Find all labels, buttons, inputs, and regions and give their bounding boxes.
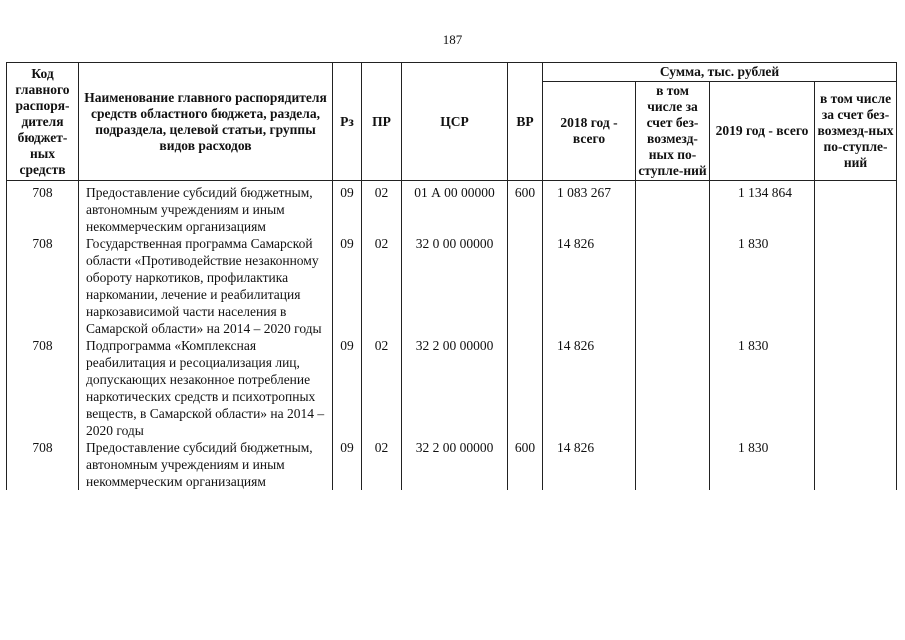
cell-2019-gratuitous — [815, 181, 897, 236]
header-sum-group: Сумма, тыс. рублей — [543, 63, 897, 82]
cell-name: Предоставление субсидий бюджетным, автономным учреждениям и иным некоммерческим организациям — [79, 181, 333, 236]
header-vr: ВР — [508, 63, 543, 181]
table-row — [7, 439, 897, 490]
cell-csr: 32 2 00 00000 — [402, 337, 508, 439]
cell-name: Предоставление субсидий бюджетным, автономным учреждениям и иным некоммерческим организациям — [79, 439, 333, 490]
cell-2019-total: 1 830 — [710, 337, 815, 439]
cell-rz: 09 — [333, 235, 362, 337]
cell-2018-total: 14 826 — [543, 235, 636, 337]
cell-name: Государственная программа Самарской области «Противодействие незаконному обороту наркотиков, профилактика наркомании, лечение и реабилитация наркозависимой части населения в Самарской области» на 2014 – 2020 годы — [79, 235, 333, 337]
cell-code: 708 — [7, 439, 79, 490]
cell-vr: 600 — [508, 439, 543, 490]
cell-name: Подпрограмма «Комплексная реабилитация и ресоциализация лиц, допускающих незаконное потребление наркотических средств и психотропных веществ, в Самарской области» на 2014 – 2020 годы — [79, 337, 333, 439]
header-2018-total: 2018 год - всего — [543, 82, 636, 181]
cell-pr: 02 — [362, 337, 402, 439]
cell-code: 708 — [7, 337, 79, 439]
cell-2019-gratuitous — [815, 235, 897, 337]
header-2019-gratuitous: в том числе за счет без-возмезд-ных по-ступле-ний — [815, 82, 897, 181]
cell-code: 708 — [7, 181, 79, 236]
cell-2019-total: 1 830 — [710, 439, 815, 490]
cell-csr: 01 А 00 00000 — [402, 181, 508, 236]
cell-2019-gratuitous — [815, 337, 897, 439]
cell-2019-total: 1 134 864 — [710, 181, 815, 236]
header-csr: ЦСР — [402, 63, 508, 181]
header-name: Наименование главного распорядителя средств областного бюджета, раздела, подраздела, целевой статьи, группы видов расходов — [79, 63, 333, 181]
cell-2018-total: 14 826 — [543, 439, 636, 490]
cell-vr — [508, 337, 543, 439]
table-row — [7, 235, 897, 337]
cell-code: 708 — [7, 235, 79, 337]
cell-2019-total: 1 830 — [710, 235, 815, 337]
cell-2019-gratuitous — [815, 439, 897, 490]
table-row — [7, 337, 897, 439]
cell-2018-gratuitous — [636, 337, 710, 439]
cell-rz: 09 — [333, 337, 362, 439]
header-code: Код главного распоря-дителя бюджет-ных средств — [7, 63, 79, 181]
cell-csr: 32 0 00 00000 — [402, 235, 508, 337]
cell-2018-total: 1 083 267 — [543, 181, 636, 236]
cell-pr: 02 — [362, 181, 402, 236]
table-header — [7, 63, 897, 181]
header-2019-total: 2019 год - всего — [710, 82, 815, 181]
page-number: 187 — [442, 32, 463, 47]
cell-vr — [508, 235, 543, 337]
cell-rz: 09 — [333, 181, 362, 236]
cell-pr: 02 — [362, 235, 402, 337]
cell-pr: 02 — [362, 439, 402, 490]
table-body — [7, 181, 897, 491]
cell-csr: 32 2 00 00000 — [402, 439, 508, 490]
cell-2018-total: 14 826 — [543, 337, 636, 439]
cell-2018-gratuitous — [636, 181, 710, 236]
budget-table — [6, 62, 897, 490]
cell-2018-gratuitous — [636, 235, 710, 337]
cell-2018-gratuitous — [636, 439, 710, 490]
table-row — [7, 181, 897, 236]
header-rz: Рз — [333, 63, 362, 181]
cell-vr: 600 — [508, 181, 543, 236]
cell-rz: 09 — [333, 439, 362, 490]
header-pr: ПР — [362, 63, 402, 181]
header-2018-gratuitous: в том числе за счет без-возмезд-ных по-ступле-ний — [636, 82, 710, 181]
